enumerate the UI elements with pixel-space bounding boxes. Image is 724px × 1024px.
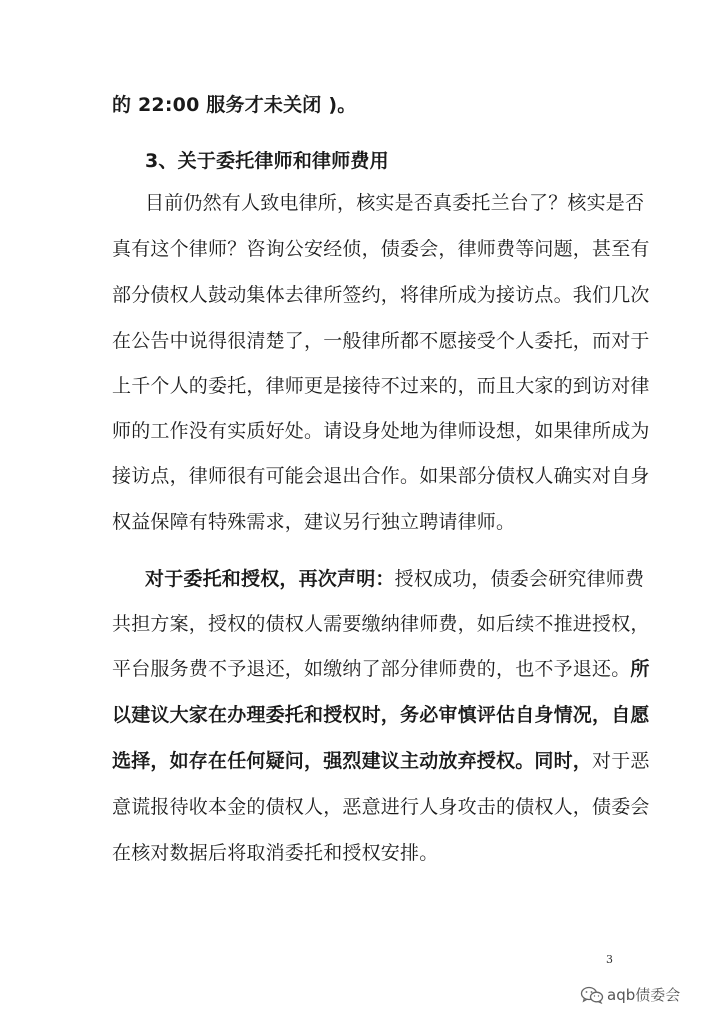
- text-segment: 在核对数据后将取消委托和授权安排。: [112, 842, 439, 864]
- text-segment: 授权成功，债委会研究律师费: [394, 568, 645, 590]
- text-line: [112, 373, 650, 399]
- text-segment: 权益保障有特殊需求，建议另行独立聘请律师。: [112, 511, 516, 533]
- text-line: [112, 611, 650, 637]
- text-line: [112, 656, 650, 682]
- watermark-text: aqb债委会: [607, 986, 681, 1004]
- bold-text: 所: [630, 658, 650, 680]
- text-segment: 上千个人的委托，律师更是接待不过来的，而且大家的到访对律: [112, 375, 650, 397]
- text-segment: 共担方案，授权的债权人需要缴纳律师费，如后续不推进授权，: [112, 613, 650, 635]
- text-line: [112, 794, 650, 820]
- text-line: [112, 92, 356, 118]
- text-line: [112, 282, 650, 308]
- bold-text: 以建议大家在办理委托和授权时，务必审慎评估自身情况，自愿: [112, 704, 650, 726]
- page-number: 3: [606, 953, 613, 966]
- text-line: [112, 328, 650, 354]
- text-segment: 真有这个律师？咨询公安经侦，债委会，律师费等问题，甚至有: [112, 238, 650, 260]
- text-segment: 目前仍然有人致电律所，核实是否真委托兰台了？核实是否: [145, 192, 645, 214]
- text-segment: 意谎报待收本金的债权人，恶意进行人身攻击的债权人，债委会: [112, 796, 650, 818]
- wechat-icon: [580, 986, 604, 1004]
- text-line: [112, 702, 650, 728]
- text-line: [145, 190, 644, 216]
- bold-text: 选择，如存在任何疑问，强烈建议主动放弃授权。同时，: [112, 750, 593, 772]
- text-line: [112, 463, 650, 489]
- text-line: [112, 748, 650, 774]
- text-segment: 接访点，律师很有可能会退出合作。如果部分债权人确实对自身: [112, 465, 650, 487]
- text-line: [145, 566, 644, 592]
- text-segment: 师的工作没有实质好处。请设身处地为律师设想，如果律所成为: [112, 420, 650, 442]
- text-line: [112, 236, 650, 262]
- text-segment: 对于恶: [592, 750, 650, 772]
- text-line: [112, 418, 650, 444]
- text-segment: 在公告中说得很清楚了，一般律所都不愿接受个人委托，而对于: [112, 330, 650, 352]
- text-line: [145, 148, 389, 174]
- bold-text: 3、关于委托律师和律师费用: [145, 150, 389, 172]
- text-segment: 部分债权人鼓动集体去律所签约，将律所成为接访点。我们几次: [112, 284, 650, 306]
- bold-text: 的 22:00 服务才未关闭 )。: [112, 94, 357, 116]
- watermark: [580, 984, 680, 1005]
- text-line: [112, 509, 515, 535]
- text-segment: 平台服务费不予退还，如缴纳了部分律师费的，也不予退还。: [112, 658, 631, 680]
- text-line: [112, 840, 438, 866]
- bold-text: 对于委托和授权，再次声明：: [145, 568, 395, 590]
